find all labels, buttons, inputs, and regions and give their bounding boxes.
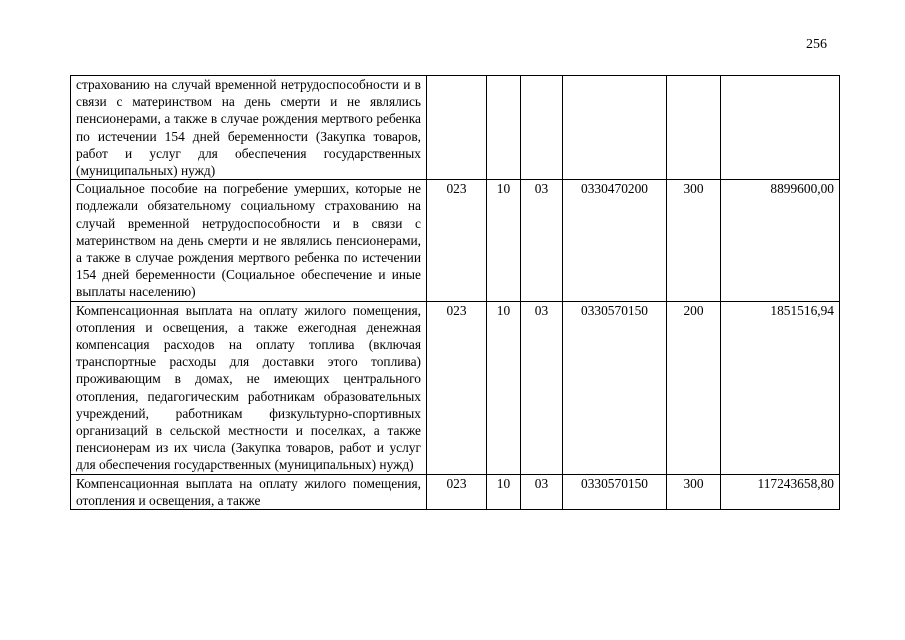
subsection-code: 03 <box>521 180 563 301</box>
target-article-code: 0330570150 <box>563 301 667 474</box>
subsection-code <box>521 76 563 180</box>
table-row <box>71 301 840 474</box>
row-description: Компенсационная выплата на оплату жилого помещения, отопления и освещения, а также ежегодная денежная компенсация расходов на оплату топлива (включая транспортные расходы для доставки этого топлива) проживающим в домах, не имеющих центрального отопления, педагогическим работникам образовательных учреждений, работникам физкультурно-спортивных организаций в сельской местности и поселках, а также пенсионерам из их числа (Закупка товаров, работ и услуг для обеспечения государственных (муниципальных) нужд) <box>71 301 427 474</box>
ministry-code: 023 <box>427 301 487 474</box>
ministry-code: 023 <box>427 180 487 301</box>
ministry-code: 023 <box>427 474 487 509</box>
section-code: 10 <box>487 301 521 474</box>
target-article-code: 0330470200 <box>563 180 667 301</box>
expense-type-code: 300 <box>667 474 721 509</box>
amount: 8899600,00 <box>721 180 840 301</box>
table-row <box>71 76 840 180</box>
table-row <box>71 474 840 509</box>
section-code: 10 <box>487 474 521 509</box>
subsection-code: 03 <box>521 474 563 509</box>
expense-type-code: 300 <box>667 180 721 301</box>
ministry-code <box>427 76 487 180</box>
target-article-code: 0330570150 <box>563 474 667 509</box>
expense-type-code: 200 <box>667 301 721 474</box>
page-number: 256 <box>806 37 827 52</box>
section-code <box>487 76 521 180</box>
row-description: страхованию на случай временной нетрудоспособности и в связи с материнством на день смерти и не являлись пенсионерами, а также в случае рождения мертвого ребенка по истечении 154 дней беременности (Закупка товаров, работ и услуг для обеспечения государственных (муниципальных) нужд) <box>71 76 427 180</box>
budget-table <box>70 75 840 510</box>
expense-type-code <box>667 76 721 180</box>
subsection-code: 03 <box>521 301 563 474</box>
target-article-code <box>563 76 667 180</box>
row-description: Компенсационная выплата на оплату жилого помещения, отопления и освещения, а также <box>71 474 427 509</box>
amount: 117243658,80 <box>721 474 840 509</box>
table-row <box>71 180 840 301</box>
section-code: 10 <box>487 180 521 301</box>
amount: 1851516,94 <box>721 301 840 474</box>
amount <box>721 76 840 180</box>
row-description: Социальное пособие на погребение умерших, которые не подлежали обязательному социальному страхованию на случай временной нетрудоспособности и в связи с материнством на день смерти и не являлись пенсионерами, а также в случае рождения мертвого ребенка по истечении 154 дней беременности (Социальное обеспечение и иные выплаты населению) <box>71 180 427 301</box>
